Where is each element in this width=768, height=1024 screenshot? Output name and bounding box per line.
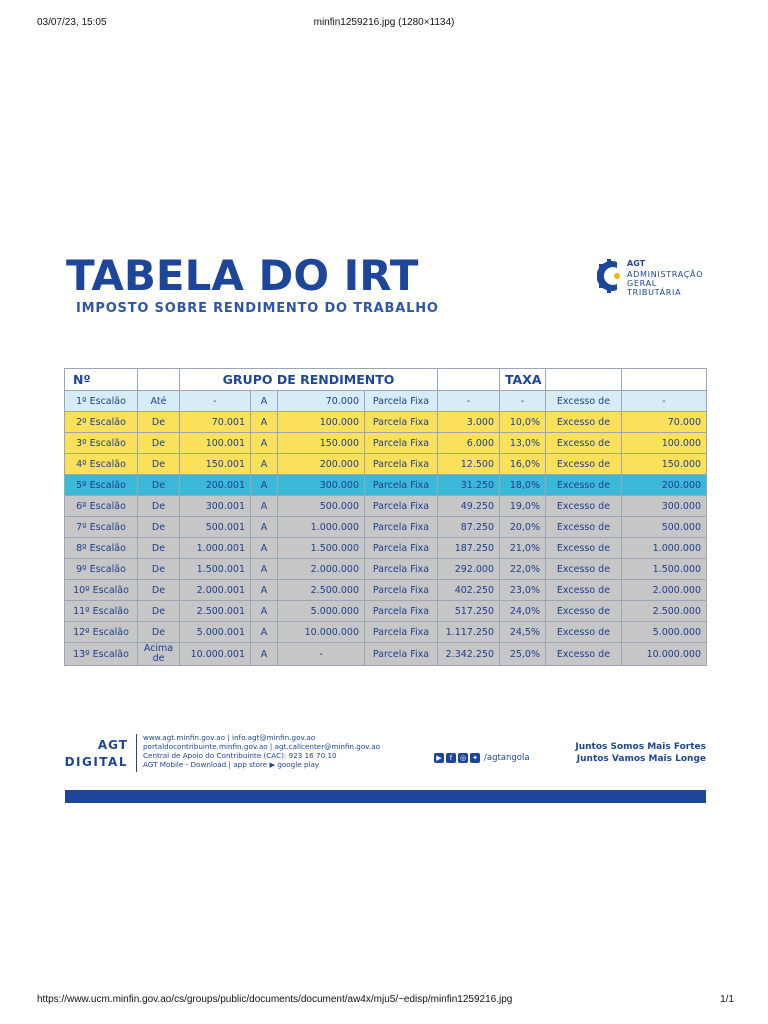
header-empty: [138, 369, 180, 391]
header-no: Nº: [65, 369, 138, 391]
cell-parcela: Parcela Fixa: [365, 496, 438, 517]
logo-line-3: TRIBUTÁRIA: [627, 288, 682, 297]
cell-valor-a: 200.000: [278, 454, 365, 475]
page-subtitle: IMPOSTO SOBRE RENDIMENTO DO TRABALHO: [76, 301, 439, 316]
agt-digital-brand: [64, 737, 128, 771]
cell-valor-de: 70.001: [180, 412, 251, 433]
cell-parcela-valor: 49.250: [438, 496, 500, 517]
table-row: [65, 580, 707, 601]
cell-escalao: 6º Escalão: [65, 496, 138, 517]
agt-logo: [597, 256, 717, 300]
cell-valor-de: 10.000.001: [180, 643, 251, 666]
cell-excesso-valor: 1.500.000: [622, 559, 707, 580]
print-page-number: 1/1: [720, 994, 734, 1005]
table-row: [65, 601, 707, 622]
cell-parcela-valor: 3.000: [438, 412, 500, 433]
print-date: 03/07/23, 15:05: [37, 17, 107, 28]
cell-valor-a: -: [278, 643, 365, 666]
cell-de: De: [138, 433, 180, 454]
cell-a: A: [251, 643, 278, 666]
cell-excesso: Excesso de: [546, 433, 622, 454]
cell-excesso-valor: 100.000: [622, 433, 707, 454]
cell-valor-de: 1.500.001: [180, 559, 251, 580]
cell-valor-de: 500.001: [180, 517, 251, 538]
facebook-icon[interactable]: f: [446, 753, 456, 763]
header-grupo: GRUPO DE RENDIMENTO: [180, 369, 438, 391]
youtube-icon[interactable]: ▶: [434, 753, 444, 763]
cell-a: A: [251, 538, 278, 559]
cell-taxa: 22,0%: [500, 559, 546, 580]
contact-line[interactable]: portaldocontribuinte.minfin.gov.ao | agt.callcenter@minfin.gov.ao: [143, 742, 381, 751]
cell-parcela-valor: 292.000: [438, 559, 500, 580]
cell-parcela-valor: 31.250: [438, 475, 500, 496]
cell-escalao: 4º Escalão: [65, 454, 138, 475]
table-row: [65, 559, 707, 580]
table-header-row: [65, 369, 707, 391]
cell-valor-a: 2.500.000: [278, 580, 365, 601]
contact-line[interactable]: www.agt.minfin.gov.ao | info.agt@minfin.gov.ao: [143, 733, 316, 742]
cell-de: De: [138, 496, 180, 517]
cell-parcela: Parcela Fixa: [365, 412, 438, 433]
cell-excesso-valor: 2.500.000: [622, 601, 707, 622]
cell-taxa: 10,0%: [500, 412, 546, 433]
cell-parcela-valor: -: [438, 391, 500, 412]
cell-valor-de: 2.500.001: [180, 601, 251, 622]
cell-taxa: 23,0%: [500, 580, 546, 601]
cell-excesso: Excesso de: [546, 643, 622, 666]
cell-parcela: Parcela Fixa: [365, 580, 438, 601]
cell-de: De: [138, 580, 180, 601]
cell-valor-de: 1.000.001: [180, 538, 251, 559]
cell-parcela: Parcela Fixa: [365, 643, 438, 666]
cell-excesso: Excesso de: [546, 580, 622, 601]
cell-valor-a: 150.000: [278, 433, 365, 454]
cell-parcela-valor: 2.342.250: [438, 643, 500, 666]
cell-taxa: 24,5%: [500, 622, 546, 643]
cell-valor-de: -: [180, 391, 251, 412]
cell-parcela-valor: 12.500: [438, 454, 500, 475]
cell-valor-a: 10.000.000: [278, 622, 365, 643]
cell-parcela: Parcela Fixa: [365, 538, 438, 559]
cell-escalao: 1º Escalão: [65, 391, 138, 412]
cell-escalao: 10º Escalão: [65, 580, 138, 601]
cell-parcela-valor: 6.000: [438, 433, 500, 454]
header-empty: [622, 369, 707, 391]
header-empty: [546, 369, 622, 391]
cell-valor-de: 300.001: [180, 496, 251, 517]
cell-excesso: Excesso de: [546, 559, 622, 580]
social-handle[interactable]: /agtangola: [484, 752, 530, 763]
cell-a: A: [251, 475, 278, 496]
brand-line-1: AGT: [97, 738, 128, 752]
irt-table: [64, 368, 707, 666]
cell-parcela-valor: 87.250: [438, 517, 500, 538]
cell-de: De: [138, 538, 180, 559]
cell-excesso-valor: 1.000.000: [622, 538, 707, 559]
cell-valor-a: 1.500.000: [278, 538, 365, 559]
table-row: [65, 622, 707, 643]
cell-valor-de: 5.000.001: [180, 622, 251, 643]
cell-excesso: Excesso de: [546, 601, 622, 622]
cell-escalao: 12º Escalão: [65, 622, 138, 643]
cell-de: De: [138, 601, 180, 622]
cell-excesso: Excesso de: [546, 412, 622, 433]
slogan-2: Juntos Vamos Mais Longe: [576, 754, 706, 764]
cell-parcela: Parcela Fixa: [365, 601, 438, 622]
cell-parcela-valor: 517.250: [438, 601, 500, 622]
cell-excesso-valor: 300.000: [622, 496, 707, 517]
cell-de: Acima de: [138, 643, 180, 666]
contact-line[interactable]: AGT Mobile - Download | app store ▶ google play: [143, 760, 320, 769]
table-row: [65, 454, 707, 475]
cell-excesso: Excesso de: [546, 622, 622, 643]
gear-icon: [597, 258, 623, 294]
footer-contacts: [143, 733, 380, 769]
cell-taxa: 25,0%: [500, 643, 546, 666]
table-row: [65, 496, 707, 517]
cell-escalao: 13º Escalão: [65, 643, 138, 666]
cell-excesso-valor: 5.000.000: [622, 622, 707, 643]
cell-parcela-valor: 402.250: [438, 580, 500, 601]
cell-valor-a: 2.000.000: [278, 559, 365, 580]
table-row: [65, 475, 707, 496]
cell-valor-a: 5.000.000: [278, 601, 365, 622]
header-taxa: TAXA: [500, 369, 546, 391]
cell-a: A: [251, 580, 278, 601]
cell-parcela: Parcela Fixa: [365, 433, 438, 454]
cell-a: A: [251, 559, 278, 580]
header-empty: [438, 369, 500, 391]
cell-taxa: 18,0%: [500, 475, 546, 496]
cell-excesso-valor: -: [622, 391, 707, 412]
footer-slogans: [575, 741, 706, 765]
cell-parcela: Parcela Fixa: [365, 454, 438, 475]
page-title: TABELA DO IRT: [66, 251, 419, 300]
cell-de: De: [138, 475, 180, 496]
cell-excesso-valor: 70.000: [622, 412, 707, 433]
table-row: [65, 433, 707, 454]
instagram-icon[interactable]: ◎: [459, 753, 467, 762]
print-footer: [0, 994, 768, 1008]
cell-parcela: Parcela Fixa: [365, 559, 438, 580]
print-header: [0, 17, 768, 31]
print-url: https://www.ucm.minfin.gov.ao/cs/groups/public/documents/document/aw4x/mju5/~edisp/minfin1259216.jpg: [37, 994, 513, 1005]
cell-parcela: Parcela Fixa: [365, 517, 438, 538]
slogan-1: Juntos Somos Mais Fortes: [575, 742, 706, 752]
table-row: [65, 517, 707, 538]
cell-a: A: [251, 454, 278, 475]
cell-valor-de: 100.001: [180, 433, 251, 454]
cell-taxa: 16,0%: [500, 454, 546, 475]
cell-taxa: 20,0%: [500, 517, 546, 538]
cell-de: De: [138, 622, 180, 643]
cell-excesso: Excesso de: [546, 517, 622, 538]
cell-taxa: 21,0%: [500, 538, 546, 559]
cell-de: De: [138, 412, 180, 433]
cell-a: A: [251, 622, 278, 643]
cell-parcela-valor: 1.117.250: [438, 622, 500, 643]
cell-excesso-valor: 500.000: [622, 517, 707, 538]
table-row: [65, 391, 707, 412]
contact-line: Central de Apoio do Contribuinte (CAC): 923 16 70 10: [143, 751, 337, 760]
table-row: [65, 538, 707, 559]
twitter-icon[interactable]: ✦: [470, 753, 480, 763]
cell-escalao: 11º Escalão: [65, 601, 138, 622]
cell-escalao: 7º Escalão: [65, 517, 138, 538]
cell-excesso-valor: 200.000: [622, 475, 707, 496]
cell-a: A: [251, 433, 278, 454]
cell-excesso: Excesso de: [546, 454, 622, 475]
cell-de: De: [138, 559, 180, 580]
logo-acronym: AGT: [627, 259, 646, 268]
footer-divider: [136, 734, 137, 772]
cell-taxa: -: [500, 391, 546, 412]
cell-a: A: [251, 412, 278, 433]
logo-line-1: ADMINISTRAÇÃO: [627, 270, 704, 279]
cell-valor-a: 500.000: [278, 496, 365, 517]
cell-valor-a: 300.000: [278, 475, 365, 496]
cell-parcela: Parcela Fixa: [365, 475, 438, 496]
cell-a: A: [251, 601, 278, 622]
cell-valor-a: 1.000.000: [278, 517, 365, 538]
cell-valor-de: 200.001: [180, 475, 251, 496]
cell-escalao: 8º Escalão: [65, 538, 138, 559]
bottom-bar: [65, 790, 706, 803]
cell-taxa: 24,0%: [500, 601, 546, 622]
cell-escalao: 5º Escalão: [65, 475, 138, 496]
cell-de: De: [138, 454, 180, 475]
cell-valor-a: 100.000: [278, 412, 365, 433]
cell-excesso: Excesso de: [546, 475, 622, 496]
table-row: [65, 643, 707, 666]
cell-valor-a: 70.000: [278, 391, 365, 412]
cell-a: A: [251, 517, 278, 538]
cell-escalao: 3º Escalão: [65, 433, 138, 454]
cell-valor-de: 2.000.001: [180, 580, 251, 601]
cell-parcela: Parcela Fixa: [365, 622, 438, 643]
cell-de: De: [138, 517, 180, 538]
print-filename: minfin1259216.jpg (1280×1134): [313, 17, 455, 28]
cell-excesso: Excesso de: [546, 391, 622, 412]
social-links: [434, 747, 530, 763]
cell-escalao: 9º Escalão: [65, 559, 138, 580]
table-row: [65, 412, 707, 433]
cell-parcela-valor: 187.250: [438, 538, 500, 559]
logo-line-2: GERAL: [627, 279, 657, 288]
cell-excesso-valor: 10.000.000: [622, 643, 707, 666]
cell-excesso: Excesso de: [546, 538, 622, 559]
cell-parcela: Parcela Fixa: [365, 391, 438, 412]
cell-a: A: [251, 496, 278, 517]
cell-valor-de: 150.001: [180, 454, 251, 475]
cell-de: Até: [138, 391, 180, 412]
cell-excesso-valor: 2.000.000: [622, 580, 707, 601]
cell-excesso: Excesso de: [546, 496, 622, 517]
cell-taxa: 13,0%: [500, 433, 546, 454]
cell-a: A: [251, 391, 278, 412]
cell-excesso-valor: 150.000: [622, 454, 707, 475]
cell-taxa: 19,0%: [500, 496, 546, 517]
brand-line-2: DIGITAL: [64, 755, 128, 769]
cell-escalao: 2º Escalão: [65, 412, 138, 433]
